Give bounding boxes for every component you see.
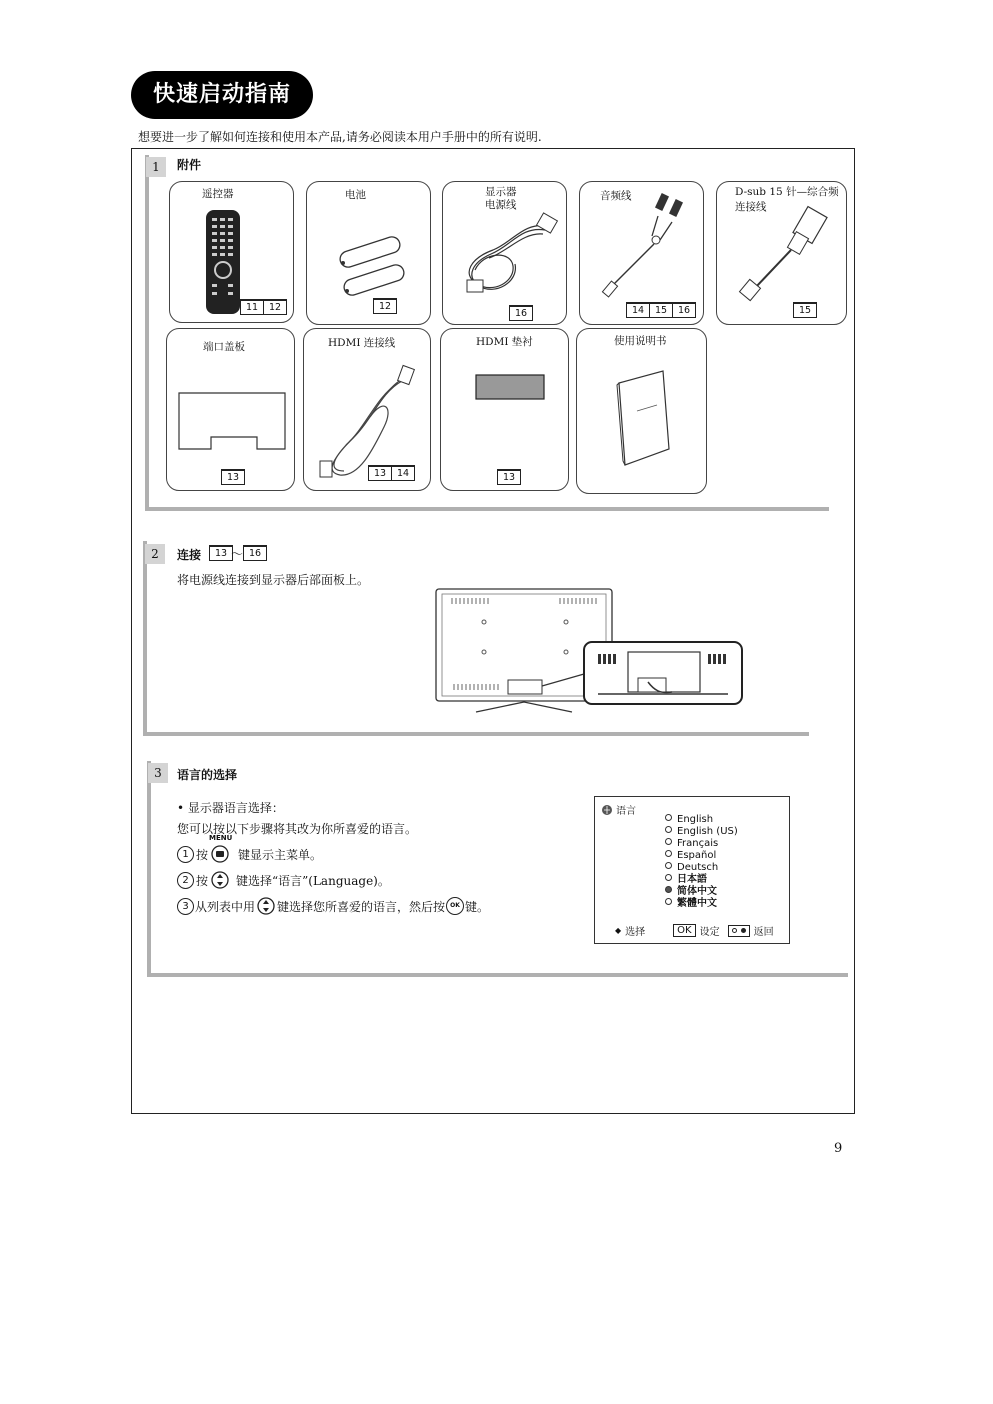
ref-separator: ～ bbox=[231, 547, 244, 561]
step-2 bbox=[177, 871, 390, 889]
card-label: 电池 bbox=[345, 189, 366, 201]
language-label: English (US) bbox=[677, 826, 738, 837]
page-ref: 12 bbox=[373, 298, 396, 313]
radio-dot-icon bbox=[665, 850, 672, 857]
step-number: 1 bbox=[177, 846, 194, 863]
language-option[interactable] bbox=[665, 874, 738, 886]
card-label: HDMI 连接线 bbox=[328, 337, 396, 349]
manual-book-icon bbox=[613, 369, 675, 469]
page-ref: 13 bbox=[497, 469, 520, 484]
step-text: 键选择您所喜爱的语言，然后按 bbox=[277, 899, 446, 914]
page-ref: 13 14 bbox=[368, 465, 414, 480]
footer-set-label: 设定 bbox=[699, 927, 720, 938]
card-label: 音频线 bbox=[600, 190, 632, 202]
footer-back-label: 返回 bbox=[753, 927, 774, 938]
bullet-text: • 显示器语言选择： bbox=[177, 801, 284, 815]
dsub-cable-icon bbox=[729, 204, 839, 304]
language-label: 日本語 bbox=[677, 874, 707, 885]
language-label: Deutsch bbox=[677, 862, 719, 873]
step-text: 按 bbox=[196, 847, 209, 862]
card-batteries bbox=[306, 181, 431, 325]
step-3 bbox=[177, 897, 489, 915]
card-label: 遥控器 bbox=[202, 188, 234, 200]
section1-number: 1 bbox=[146, 157, 166, 177]
card-port-cover bbox=[166, 328, 295, 491]
language-option[interactable] bbox=[665, 814, 738, 826]
section2-title: 连接 bbox=[177, 548, 202, 562]
up-down-key-icon bbox=[256, 897, 276, 915]
language-label: Español bbox=[677, 850, 717, 861]
step-text: 按 bbox=[196, 873, 209, 888]
section1-title: 附件 bbox=[177, 158, 202, 172]
hdmi-pad-icon bbox=[475, 374, 547, 402]
intro-text: 想要进一步了解如何连接和使用本产品,请务必阅读本用户手册中的所有说明. bbox=[138, 130, 542, 144]
language-label: 繁體中文 bbox=[677, 898, 717, 909]
radio-dot-icon bbox=[665, 814, 672, 821]
card-label: HDMI 垫衬 bbox=[476, 336, 533, 348]
page-ref: 14 15 16 bbox=[626, 302, 695, 317]
menu-key-label: MENU bbox=[209, 834, 233, 842]
audio-cable-icon bbox=[594, 186, 694, 302]
card-audio-cable bbox=[579, 181, 704, 325]
language-option[interactable] bbox=[665, 838, 738, 850]
step-1 bbox=[177, 834, 323, 863]
step-text: 键选择“语言”(Language)。 bbox=[236, 873, 390, 888]
menu-button-icon bbox=[209, 834, 233, 863]
page-ref: 15 bbox=[793, 302, 816, 317]
step-text: 从列表中用 bbox=[195, 899, 256, 914]
card-label: 使用说明书 bbox=[614, 335, 667, 347]
card-label: 端口盖板 bbox=[203, 341, 245, 353]
language-option[interactable] bbox=[665, 898, 738, 910]
language-option[interactable] bbox=[665, 826, 738, 838]
card-label: D-sub 15 针—综合频 bbox=[735, 186, 839, 198]
page-ref: 16 bbox=[509, 305, 532, 320]
language-label: 简体中文 bbox=[677, 886, 717, 897]
display-back-panel-illustration bbox=[432, 586, 748, 716]
section3-number: 3 bbox=[148, 763, 168, 783]
card-label: 连接线 bbox=[735, 201, 767, 213]
page-number: 9 bbox=[834, 1141, 843, 1156]
card-label: 显示器 bbox=[485, 186, 517, 198]
remote-control-icon bbox=[204, 208, 244, 318]
ok-key-icon: OK bbox=[446, 897, 464, 915]
instruction-text: 您可以按以下步骤将其改为你所喜爱的语言。 bbox=[177, 822, 418, 836]
card-label: 电源线 bbox=[485, 199, 517, 211]
step-text: 键显示主菜单。 bbox=[238, 847, 323, 862]
card-manual bbox=[576, 328, 707, 494]
battery-icon bbox=[329, 232, 411, 302]
page-title: 快速启动指南 bbox=[131, 71, 313, 119]
page-ref: 11 12 bbox=[240, 299, 286, 314]
step-text: 键。 bbox=[465, 899, 490, 914]
up-down-key-icon bbox=[210, 871, 230, 889]
page-ref-range: 13 bbox=[209, 545, 232, 560]
card-power-cord bbox=[442, 181, 567, 325]
page-ref-range: 16 bbox=[243, 545, 266, 560]
section3-title: 语言的选择 bbox=[177, 768, 238, 782]
section2-number: 2 bbox=[145, 544, 165, 564]
section2-text: 将电源线连接到显示器后部面板上。 bbox=[177, 573, 370, 587]
radio-dot-icon bbox=[665, 886, 672, 893]
radio-dot-icon bbox=[665, 838, 672, 845]
language-option[interactable] bbox=[665, 862, 738, 874]
language-option[interactable] bbox=[665, 886, 738, 898]
card-hdmi-cable bbox=[303, 328, 431, 491]
footer-select-label: 选择 bbox=[625, 927, 646, 938]
return-key-icon bbox=[728, 925, 750, 937]
card-hdmi-pad bbox=[440, 328, 569, 491]
radio-dot-icon bbox=[665, 898, 672, 905]
step-number: 3 bbox=[177, 898, 194, 915]
page-ref: 13 bbox=[221, 469, 244, 484]
menu-header bbox=[601, 802, 636, 817]
language-label: English bbox=[677, 814, 714, 825]
language-label: Français bbox=[677, 838, 719, 849]
menu-title: 语言 bbox=[616, 806, 636, 817]
language-list bbox=[665, 814, 738, 910]
port-cover-icon bbox=[177, 391, 289, 453]
globe-icon bbox=[601, 804, 613, 816]
up-down-arrow-icon: ◆ bbox=[615, 926, 622, 935]
menu-footer bbox=[615, 923, 774, 938]
step-number: 2 bbox=[177, 872, 194, 889]
radio-dot-icon bbox=[665, 862, 672, 869]
card-remote bbox=[169, 181, 294, 323]
power-cord-icon bbox=[453, 212, 563, 302]
language-option[interactable] bbox=[665, 850, 738, 862]
ok-key-label: OK bbox=[673, 924, 695, 937]
radio-dot-icon bbox=[665, 874, 672, 881]
radio-dot-icon bbox=[665, 826, 672, 833]
menu-key-graphic bbox=[210, 845, 230, 863]
language-menu-osd bbox=[594, 796, 790, 944]
card-dsub-cable bbox=[716, 181, 847, 325]
